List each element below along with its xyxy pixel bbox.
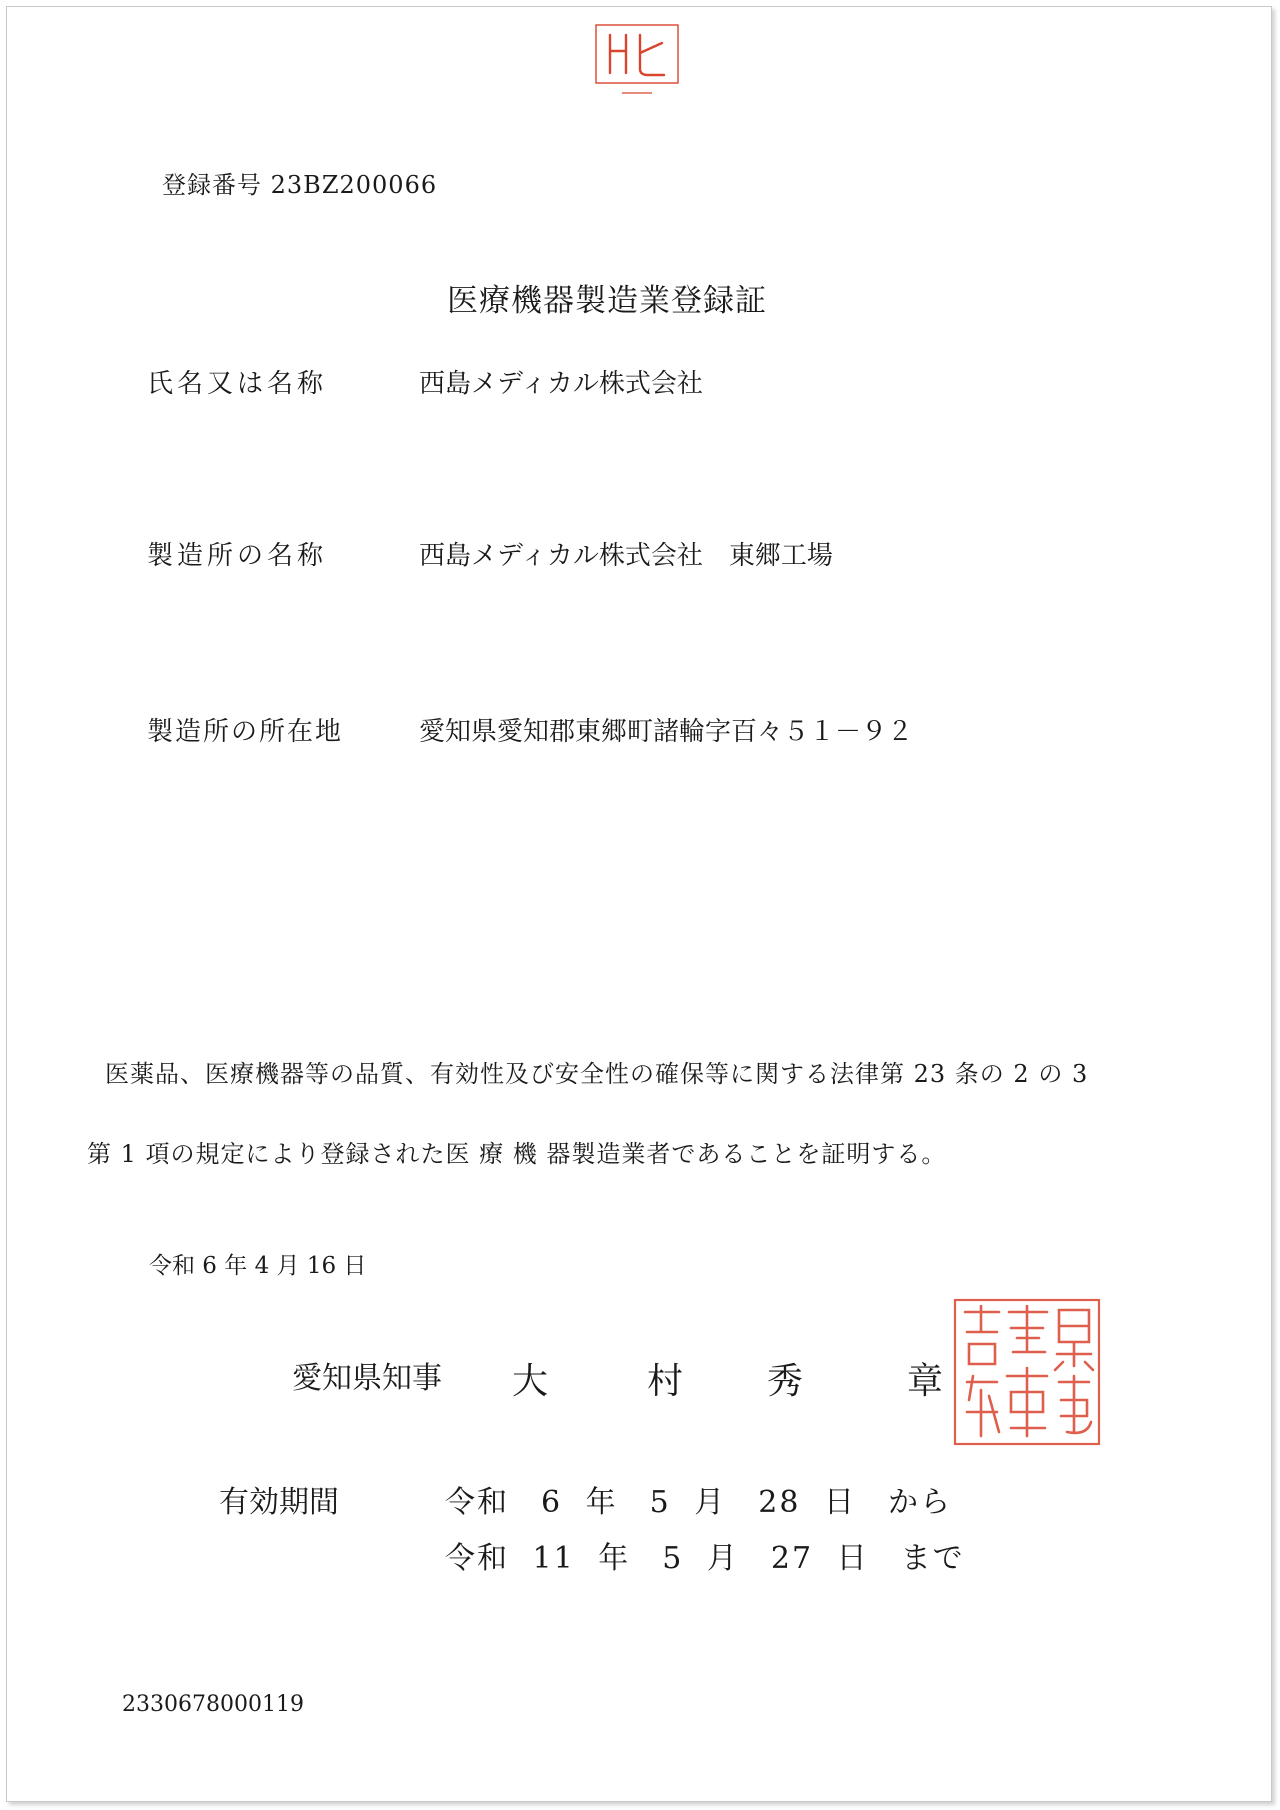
registration-number: 23BZ200066 (270, 171, 438, 199)
field-label-factory-address: 製造所の所在地 (147, 717, 344, 747)
field-value-factory-name: 西島メディカル株式会社 東郷工場 (419, 541, 833, 571)
certificate-page (6, 6, 1272, 1802)
top-seal-stamp (592, 21, 682, 101)
governor-seal-stamp (947, 1292, 1107, 1452)
validity-to: 令和 11 年 5 月 27 日 まで (445, 1541, 965, 1576)
serial-number: 2330678000119 (122, 1692, 304, 1717)
statement-line-2: 第 1 項の規定により登録された医 療 機 器製造業者であることを証明する。 (87, 1140, 947, 1168)
field-value-factory-address: 愛知県愛知郡東郷町諸輪字百々５１－９２ (419, 717, 914, 747)
issuer-name-char-3: 秀 (767, 1361, 804, 1402)
field-label-name: 氏名又は名称 (147, 369, 328, 399)
registration-label: 登録番号 (162, 171, 262, 199)
registration-number-line (162, 165, 437, 200)
field-value-name: 西島メディカル株式会社 (419, 369, 703, 399)
issue-date: 令和 6 年 4 月 16 日 (149, 1253, 367, 1279)
field-label-factory-name: 製造所の名称 (147, 541, 328, 571)
validity-label: 有効期間 (219, 1485, 339, 1520)
issuer-title: 愛知県知事 (292, 1361, 442, 1396)
statement-line-1: 医薬品、医療機器等の品質、有効性及び安全性の確保等に関する法律第 23 条の 2 の 3 (105, 1060, 1089, 1088)
validity-from: 令和 6 年 5 月 28 日 から (445, 1485, 952, 1520)
issuer-name-char-1: 大 (512, 1361, 549, 1402)
certificate-title: 医療機器製造業登録証 (447, 283, 767, 319)
issuer-name-char-4: 章 (907, 1361, 944, 1402)
issuer-name-char-2: 村 (647, 1361, 684, 1402)
